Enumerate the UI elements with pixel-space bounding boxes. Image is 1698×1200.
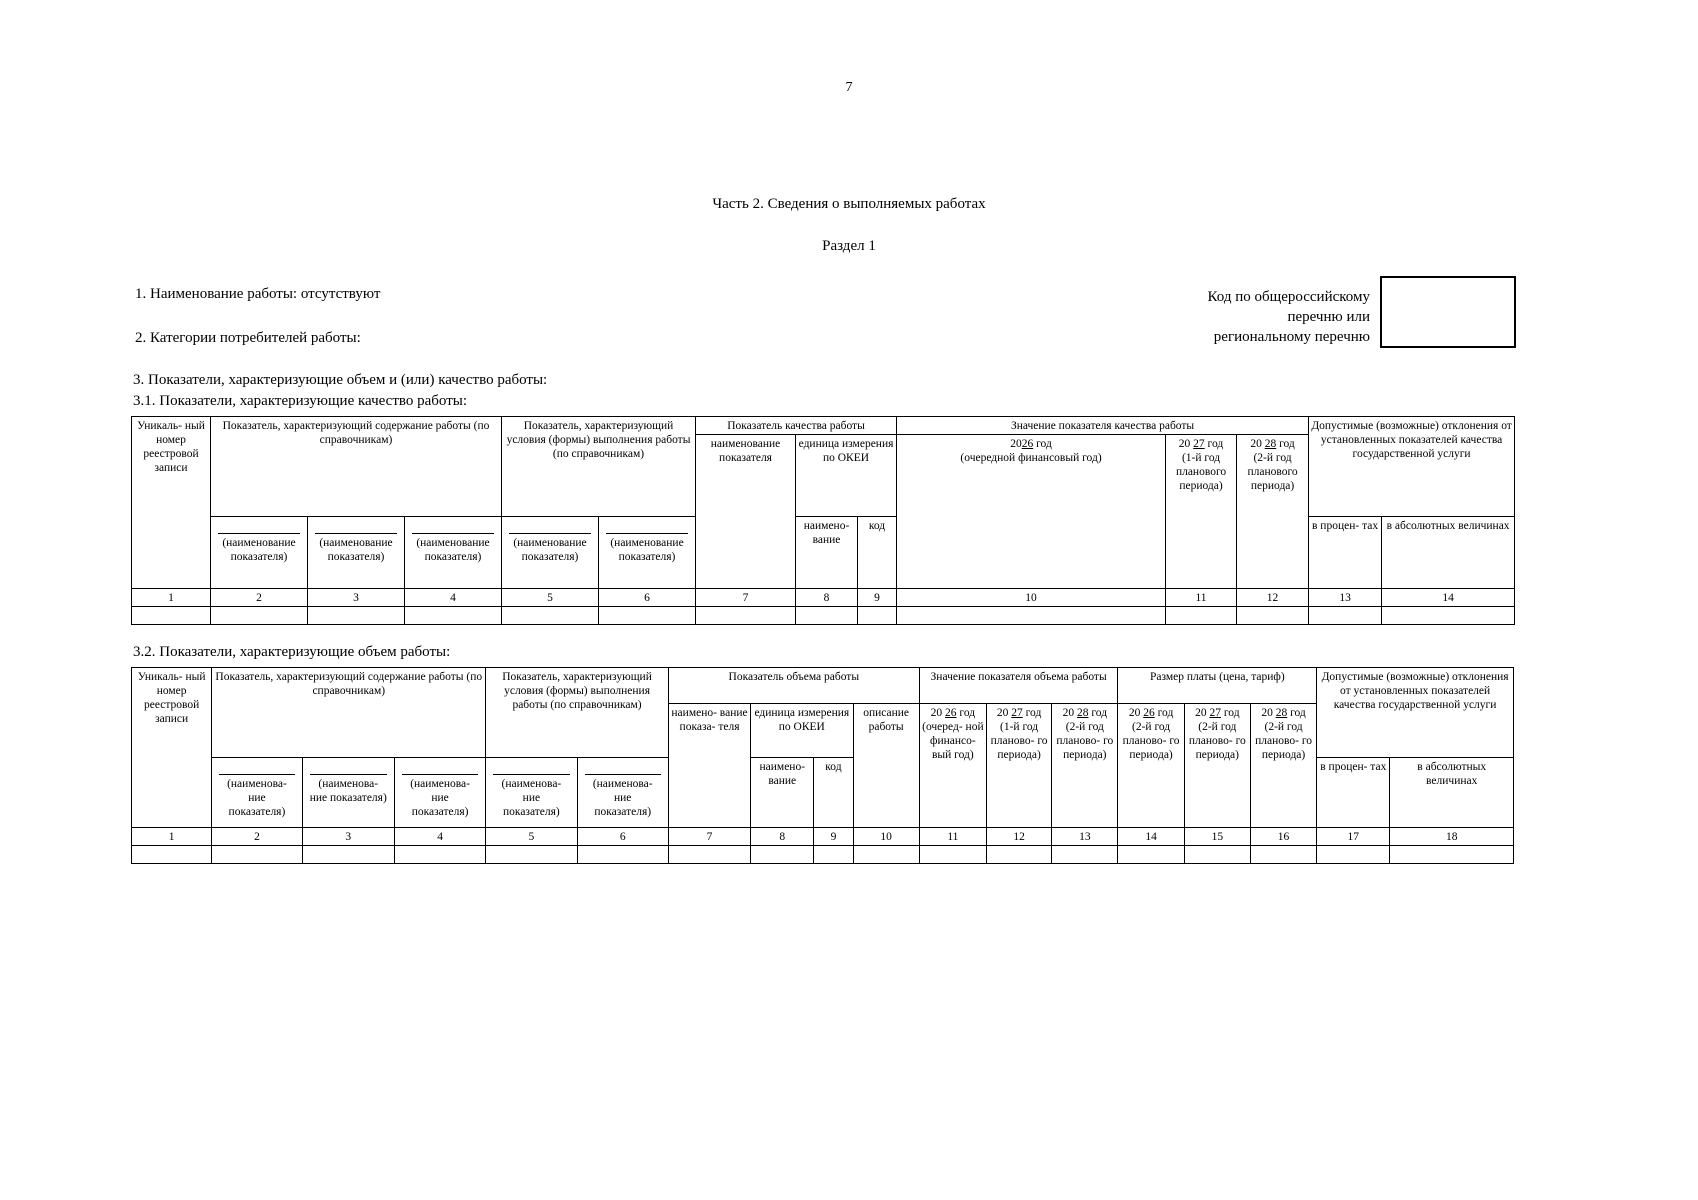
year-note: (1-й год планово- го периода)	[990, 721, 1048, 761]
column-number: 15	[1184, 828, 1250, 846]
column-number: 18	[1390, 828, 1514, 846]
year-note: (2-й год планово- го периода)	[1188, 721, 1246, 761]
column-number: 1	[132, 589, 211, 607]
table-cell[interactable]	[1052, 846, 1118, 864]
page-number: 7	[845, 80, 853, 95]
sub-unit-code: код	[858, 517, 897, 589]
sub-indicator-name: (наименование показателя)	[211, 517, 308, 589]
volume-table	[131, 667, 1514, 864]
year-note: (2-й год планово- го периода)	[1056, 721, 1114, 761]
header-year-2026	[897, 435, 1166, 589]
column-number: 8	[796, 589, 858, 607]
sub-indicator-name: (наименование показателя)	[599, 517, 696, 589]
column-number: 12	[1237, 589, 1309, 607]
sub-indicator-name: (наименова- ние показателя)	[302, 758, 394, 828]
year-suffix: год	[1204, 438, 1224, 450]
column-number: 8	[751, 828, 814, 846]
header-fee-2027	[1184, 704, 1250, 828]
year-number: 28	[1275, 707, 1288, 719]
column-number: 9	[814, 828, 853, 846]
sub-unit-name: наимено- вание	[751, 758, 814, 828]
table-cell[interactable]	[1390, 846, 1514, 864]
column-number-row	[132, 589, 1515, 607]
year-number: 26	[1021, 438, 1034, 450]
year-prefix: 20	[996, 707, 1012, 719]
sub-percent: в процен- тах	[1309, 517, 1382, 589]
year-note: (2-й год планово- го периода)	[1255, 721, 1312, 761]
year-number: 27	[1193, 438, 1205, 450]
table-cell[interactable]	[814, 846, 853, 864]
table-cell[interactable]	[858, 607, 897, 625]
year-suffix: год	[1154, 707, 1174, 719]
column-number: 14	[1382, 589, 1515, 607]
table-cell[interactable]	[986, 846, 1051, 864]
column-number: 4	[394, 828, 485, 846]
table-cell[interactable]	[132, 846, 212, 864]
table-cell[interactable]	[1317, 846, 1390, 864]
column-number: 10	[853, 828, 919, 846]
header-fee: Размер платы (цена, тариф)	[1118, 668, 1317, 704]
item-volume-indicators: 3.2. Показатели, характеризующие объем работы:	[133, 644, 451, 660]
item-indicators: 3. Показатели, характеризующие объем и (или) качество работы:	[133, 372, 548, 388]
header-indicator-name: наименование показателя	[696, 435, 796, 589]
column-number: 7	[668, 828, 750, 846]
table-cell[interactable]	[308, 607, 405, 625]
column-number: 12	[986, 828, 1051, 846]
header-fee-2028	[1250, 704, 1316, 828]
year-prefix: 20	[1195, 707, 1210, 719]
sub-indicator-name: (наименование показателя)	[308, 517, 405, 589]
table-cell[interactable]	[1184, 846, 1250, 864]
column-number: 16	[1250, 828, 1316, 846]
year-number: 27	[1209, 707, 1221, 719]
table-cell[interactable]	[696, 607, 796, 625]
year-number: 28	[1076, 707, 1089, 719]
column-number: 2	[211, 589, 308, 607]
column-number: 9	[858, 589, 897, 607]
table-cell[interactable]	[1382, 607, 1515, 625]
table-cell[interactable]	[668, 846, 750, 864]
table-cell[interactable]	[919, 846, 986, 864]
year-prefix: 20	[930, 707, 946, 719]
header-unit-okei: единица измерения по ОКЕИ	[796, 435, 897, 517]
year-note: (очеред- ной финансо- вый год)	[922, 721, 984, 761]
sub-indicator-name: (наименова- ние показателя)	[486, 758, 577, 828]
header-content-indicator: Показатель, характеризующий содержание работы (по справочникам)	[211, 417, 502, 517]
item-consumer-categories: 2. Категории потребителей работы:	[135, 330, 361, 346]
table-cell[interactable]	[394, 846, 485, 864]
table-cell[interactable]	[1118, 846, 1184, 864]
table-cell[interactable]	[751, 846, 814, 864]
header-conditions-indicator: Показатель, характеризующий условия (формы) выполнения работы (по справочникам)	[502, 417, 696, 517]
code-box[interactable]	[1380, 276, 1516, 348]
year-note: (2-й год планово- го периода)	[1122, 721, 1180, 761]
column-number: 1	[132, 828, 212, 846]
code-label-line3: региональному перечню	[1213, 329, 1370, 345]
column-number: 13	[1309, 589, 1382, 607]
year-prefix: 20	[1250, 438, 1265, 450]
table-cell[interactable]	[1309, 607, 1382, 625]
header-value-2027	[986, 704, 1051, 828]
year-note: (очередной финансовый год)	[960, 452, 1102, 464]
column-number: 17	[1317, 828, 1390, 846]
header-unique-number: Уникаль- ный номер реестровой записи	[132, 417, 211, 589]
header-quality-indicator: Показатель качества работы	[696, 417, 897, 435]
table-cell[interactable]	[211, 607, 308, 625]
code-label	[1208, 287, 1370, 347]
column-number-row	[132, 828, 1514, 846]
header-indicator-name: наимено- вание показа- теля	[668, 704, 750, 828]
sub-absolute: в абсолютных величинах	[1382, 517, 1515, 589]
header-volume-indicator: Показатель объема работы	[668, 668, 919, 704]
column-number: 4	[405, 589, 502, 607]
year-prefix: 20	[1010, 438, 1022, 450]
table-cell[interactable]	[1237, 607, 1309, 625]
table-cell[interactable]	[1250, 846, 1316, 864]
table-cell[interactable]	[853, 846, 919, 864]
column-number: 5	[486, 828, 577, 846]
column-number: 10	[897, 589, 1166, 607]
year-suffix: год	[1022, 707, 1042, 719]
table-row	[132, 607, 1515, 625]
column-number: 3	[308, 589, 405, 607]
year-suffix: год	[1220, 707, 1240, 719]
year-prefix: 20	[1128, 707, 1144, 719]
column-number: 6	[577, 828, 668, 846]
item-quality-indicators: 3.1. Показатели, характеризующие качество работы:	[133, 393, 467, 409]
header-volume-value: Значение показателя объема работы	[919, 668, 1118, 704]
column-number: 5	[502, 589, 599, 607]
sub-unit-code: код	[814, 758, 853, 828]
year-note: (2-й год планового периода)	[1247, 452, 1298, 492]
column-number: 14	[1118, 828, 1184, 846]
header-deviations: Допустимые (возможные) отклонения от установленных показателей качества государственной услуги	[1317, 668, 1514, 758]
sub-indicator-name: (наименование показателя)	[405, 517, 502, 589]
header-deviations: Допустимые (возможные) отклонения от установленных показателей качества государственной услуги	[1309, 417, 1515, 517]
header-year-2027	[1166, 435, 1237, 589]
year-note: (1-й год планового периода)	[1175, 452, 1227, 492]
header-work-description: описание работы	[853, 704, 919, 828]
table-cell[interactable]	[405, 607, 502, 625]
section-title: Раздел 1	[822, 238, 876, 254]
column-number: 13	[1052, 828, 1118, 846]
table-cell[interactable]	[1166, 607, 1237, 625]
sub-indicator-name: (наименование показателя)	[502, 517, 599, 589]
year-suffix: год	[1276, 438, 1295, 450]
table-row	[132, 846, 1514, 864]
column-number: 3	[302, 828, 394, 846]
header-content-indicator: Показатель, характеризующий содержание работы (по справочникам)	[212, 668, 486, 758]
code-label-line2: перечню или	[1287, 309, 1370, 325]
header-quality-value: Значение показателя качества работы	[897, 417, 1309, 435]
year-prefix: 20	[1261, 707, 1276, 719]
year-suffix: год	[1033, 438, 1052, 450]
year-prefix: 20	[1178, 438, 1194, 450]
quality-table	[131, 416, 1515, 625]
year-suffix: год	[1287, 707, 1306, 719]
year-number: 28	[1264, 438, 1277, 450]
year-number: 26	[1143, 707, 1155, 719]
table-cell[interactable]	[486, 846, 577, 864]
sub-unit-name: наимено- вание	[796, 517, 858, 589]
header-unit-okei: единица измерения по ОКЕИ	[751, 704, 853, 758]
year-suffix: год	[956, 707, 976, 719]
column-number: 2	[212, 828, 302, 846]
header-year-2028	[1237, 435, 1309, 589]
sub-absolute: в абсолютных величинах	[1390, 758, 1514, 828]
column-number: 11	[919, 828, 986, 846]
table-cell[interactable]	[302, 846, 394, 864]
column-number: 11	[1166, 589, 1237, 607]
year-prefix: 20	[1062, 707, 1077, 719]
year-suffix: год	[1088, 707, 1108, 719]
year-number: 27	[1011, 707, 1023, 719]
table-cell[interactable]	[599, 607, 696, 625]
header-fee-2026	[1118, 704, 1184, 828]
table-cell[interactable]	[577, 846, 668, 864]
sub-indicator-name: (наименова- ние показателя)	[212, 758, 302, 828]
table-cell[interactable]	[502, 607, 599, 625]
header-value-2028	[1052, 704, 1118, 828]
header-conditions-indicator: Показатель, характеризующий условия (формы) выполнения работы (по справочникам)	[486, 668, 669, 758]
part-title: Часть 2. Сведения о выполняемых работах	[712, 196, 986, 212]
sub-indicator-name: (наименова- ние показателя)	[394, 758, 485, 828]
item-work-name: 1. Наименование работы: отсутствуют	[135, 286, 381, 302]
sub-percent: в процен- тах	[1317, 758, 1390, 828]
table-cell[interactable]	[796, 607, 858, 625]
table-cell[interactable]	[212, 846, 302, 864]
column-number: 7	[696, 589, 796, 607]
table-cell[interactable]	[132, 607, 211, 625]
code-label-line1: Код по общероссийскому	[1207, 289, 1370, 305]
table-cell[interactable]	[897, 607, 1166, 625]
year-number: 26	[945, 707, 957, 719]
header-value-2026	[919, 704, 986, 828]
header-unique-number: Уникаль- ный номер реестровой записи	[132, 668, 212, 828]
sub-indicator-name: (наименова- ние показателя)	[577, 758, 668, 828]
column-number: 6	[599, 589, 696, 607]
